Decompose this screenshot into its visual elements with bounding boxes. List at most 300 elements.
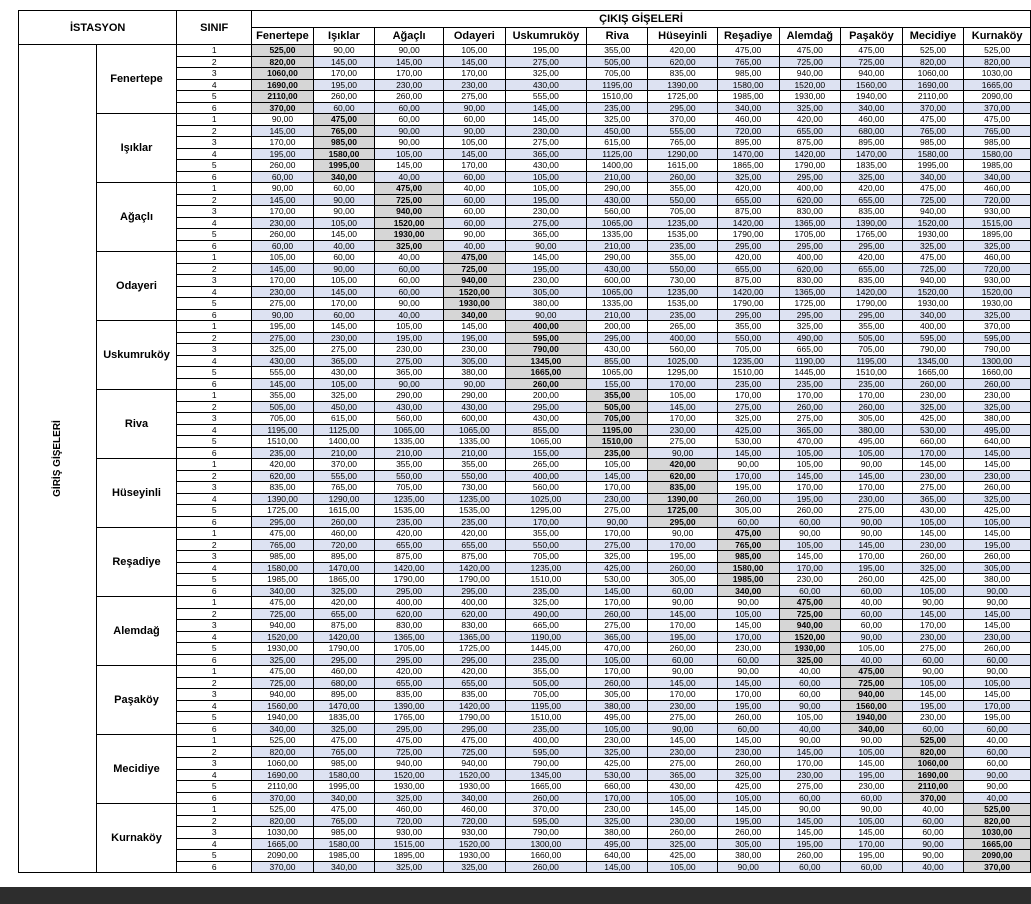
fee-cell: 105,00 [505,171,587,183]
vehicle-class: 5 [177,229,252,241]
fee-cell: 40,00 [313,240,374,252]
fee-cell: 1660,00 [964,367,1031,379]
fee-cell: 400,00 [375,597,444,609]
fee-cell: 1510,00 [505,574,587,586]
fee-cell: 145,00 [505,102,587,114]
station-name: Ağaçlı [96,183,177,252]
fee-cell: 340,00 [841,102,903,114]
fee-cell: 170,00 [648,413,717,425]
fee-cell-same-station: 1690,00 [252,79,314,91]
fee-cell: 1790,00 [841,298,903,310]
fee-cell: 105,00 [717,792,779,804]
fee-cell: 275,00 [779,413,841,425]
fee-cell: 1535,00 [375,505,444,517]
fee-cell: 765,00 [648,137,717,149]
fee-cell: 325,00 [902,401,964,413]
vehicle-class: 1 [177,459,252,471]
fee-cell: 275,00 [587,539,648,551]
fee-cell: 1235,00 [717,355,779,367]
fee-cell: 230,00 [964,631,1031,643]
fee-cell: 90,00 [902,666,964,678]
fee-cell: 40,00 [375,171,444,183]
fee-cell: 145,00 [902,459,964,471]
fee-cell: 105,00 [444,45,505,57]
fee-cell: 370,00 [964,321,1031,333]
vehicle-class: 1 [177,183,252,195]
vehicle-class: 3 [177,413,252,425]
fee-cell: 895,00 [717,137,779,149]
exit-column-header: Alemdağ [779,28,841,45]
fee-cell-same-station: 940,00 [841,689,903,701]
fee-cell-same-station: 1060,00 [252,68,314,80]
fee-cell: 105,00 [313,378,374,390]
fee-cell: 170,00 [444,160,505,172]
fee-cell-same-station: 370,00 [252,102,314,114]
fee-cell: 1690,00 [252,769,314,781]
vehicle-class: 3 [177,689,252,701]
fee-cell: 655,00 [717,263,779,275]
fee-cell: 460,00 [964,252,1031,264]
vehicle-class: 5 [177,712,252,724]
fee-cell: 195,00 [252,148,314,160]
fee-cell-same-station: 475,00 [375,183,444,195]
fee-cell: 235,00 [779,378,841,390]
fee-cell: 1420,00 [717,217,779,229]
fee-cell: 230,00 [717,643,779,655]
fee-cell: 365,00 [902,493,964,505]
fee-cell: 380,00 [505,298,587,310]
vehicle-class: 2 [177,677,252,689]
fee-cell: 475,00 [313,735,374,747]
fee-cell: 490,00 [505,608,587,620]
fee-cell: 60,00 [902,815,964,827]
station-name: Işıklar [96,114,177,183]
fee-cell: 400,00 [444,597,505,609]
fee-cell: 105,00 [444,137,505,149]
fee-cell: 60,00 [717,654,779,666]
vehicle-class: 5 [177,91,252,103]
fee-cell: 90,00 [375,45,444,57]
fee-cell: 1930,00 [964,298,1031,310]
fee-cell-same-station: 765,00 [717,539,779,551]
fee-cell: 340,00 [313,861,374,873]
fee-cell: 420,00 [841,183,903,195]
fee-cell: 985,00 [964,137,1031,149]
fee-cell: 60,00 [375,275,444,287]
fee-cell: 290,00 [444,390,505,402]
fee-cell: 170,00 [313,298,374,310]
fee-cell: 1580,00 [902,148,964,160]
fee-cell: 230,00 [964,470,1031,482]
fee-cell: 555,00 [313,470,374,482]
fee-cell: 235,00 [252,447,314,459]
fee-cell: 940,00 [841,68,903,80]
fee-cell: 425,00 [964,505,1031,517]
fee-cell: 1615,00 [313,505,374,517]
fee-cell: 260,00 [902,551,964,563]
fee-cell: 325,00 [964,493,1031,505]
fee-cell: 305,00 [505,286,587,298]
fee-cell: 475,00 [902,114,964,126]
fee-cell: 370,00 [313,459,374,471]
fee-cell: 40,00 [841,654,903,666]
exit-column-header: Riva [587,28,648,45]
fee-cell: 1790,00 [313,643,374,655]
fee-cell: 145,00 [779,815,841,827]
fee-cell: 1665,00 [505,781,587,793]
fee-cell: 1235,00 [505,562,587,574]
fee-cell-same-station: 985,00 [717,551,779,563]
fee-cell: 1195,00 [841,355,903,367]
fee-cell: 425,00 [902,413,964,425]
fee-cell: 940,00 [375,758,444,770]
fee-cell: 705,00 [252,413,314,425]
fee-cell: 725,00 [252,608,314,620]
fee-cell: 235,00 [505,654,587,666]
fee-cell: 930,00 [375,827,444,839]
vehicle-class: 3 [177,482,252,494]
fee-cell: 355,00 [444,459,505,471]
fee-cell: 705,00 [841,344,903,356]
fee-cell: 705,00 [648,206,717,218]
fee-cell: 105,00 [717,608,779,620]
fee-cell: 145,00 [313,56,374,68]
fee-cell: 370,00 [902,102,964,114]
fee-cell: 1470,00 [841,148,903,160]
table-row [19,252,1031,264]
fee-cell: 90,00 [717,861,779,873]
fee-cell: 985,00 [717,68,779,80]
fee-cell: 1765,00 [375,712,444,724]
vehicle-class: 1 [177,390,252,402]
fee-cell: 420,00 [841,252,903,264]
vehicle-class: 2 [177,746,252,758]
fee-cell-same-station: 1580,00 [313,148,374,160]
fee-cell: 1765,00 [841,229,903,241]
fee-cell: 340,00 [252,585,314,597]
fee-cell: 550,00 [717,332,779,344]
vehicle-class: 6 [177,309,252,321]
vehicle-class: 1 [177,735,252,747]
fee-cell: 90,00 [964,666,1031,678]
fee-cell: 1985,00 [252,574,314,586]
fee-cell: 1690,00 [902,79,964,91]
fee-cell: 145,00 [841,470,903,482]
fee-cell: 60,00 [902,827,964,839]
fee-cell: 40,00 [964,735,1031,747]
fee-cell: 1560,00 [841,79,903,91]
fee-cell: 1535,00 [444,505,505,517]
vehicle-class: 4 [177,769,252,781]
fee-cell: 460,00 [444,804,505,816]
fee-cell: 305,00 [964,562,1031,574]
fee-cell: 1060,00 [252,758,314,770]
fee-cell: 655,00 [375,677,444,689]
fee-cell: 195,00 [648,551,717,563]
fee-cell: 1930,00 [375,781,444,793]
vehicle-class: 4 [177,286,252,298]
fee-cell: 90,00 [444,229,505,241]
fee-cell: 195,00 [841,769,903,781]
fee-cell: 295,00 [717,309,779,321]
fee-cell: 1390,00 [648,79,717,91]
fee-cell: 170,00 [587,597,648,609]
vehicle-class: 4 [177,79,252,91]
table-row [19,114,1031,126]
fee-cell: 60,00 [648,654,717,666]
fee-cell: 265,00 [648,321,717,333]
fee-cell: 90,00 [444,102,505,114]
fee-cell: 720,00 [375,815,444,827]
vehicle-class: 2 [177,401,252,413]
fee-cell: 60,00 [779,677,841,689]
fee-cell: 1065,00 [587,367,648,379]
fee-cell: 1065,00 [587,217,648,229]
fee-cell: 1195,00 [587,79,648,91]
fee-cell: 230,00 [252,286,314,298]
fee-cell: 90,00 [375,378,444,390]
fee-cell: 460,00 [717,114,779,126]
fee-cell: 60,00 [444,206,505,218]
fee-cell: 1705,00 [375,643,444,655]
fee-cell: 380,00 [841,424,903,436]
vehicle-class: 2 [177,125,252,137]
fee-cell: 340,00 [444,792,505,804]
fee-cell-same-station: 1510,00 [587,436,648,448]
fee-cell: 60,00 [444,217,505,229]
fee-cell: 90,00 [587,516,648,528]
fee-cell: 1390,00 [252,493,314,505]
fee-cell: 790,00 [505,758,587,770]
vehicle-class: 2 [177,815,252,827]
table-row [19,45,1031,57]
fee-cell: 260,00 [841,401,903,413]
fee-cell-same-station: 1560,00 [841,700,903,712]
fee-cell: 1790,00 [444,712,505,724]
fee-cell: 1365,00 [375,631,444,643]
fee-cell: 1295,00 [648,367,717,379]
fee-cell: 1300,00 [964,355,1031,367]
fee-cell: 260,00 [648,643,717,655]
fee-cell: 170,00 [841,551,903,563]
fee-cell: 295,00 [587,332,648,344]
fee-cell: 1195,00 [252,424,314,436]
fee-cell: 1025,00 [505,493,587,505]
fee-cell: 555,00 [252,367,314,379]
table-row [19,804,1031,816]
fee-cell: 830,00 [444,620,505,632]
vehicle-class: 5 [177,298,252,310]
fee-cell: 820,00 [902,56,964,68]
fee-cell: 90,00 [841,459,903,471]
fee-cell: 260,00 [717,712,779,724]
fee-cell: 230,00 [587,804,648,816]
fee-cell: 600,00 [444,413,505,425]
fee-cell: 1660,00 [505,850,587,862]
fee-cell: 505,00 [505,677,587,689]
fee-cell: 1665,00 [902,367,964,379]
fee-cell: 90,00 [375,137,444,149]
fee-cell: 105,00 [648,390,717,402]
table-row [19,321,1031,333]
fee-cell: 275,00 [648,758,717,770]
fee-cell: 470,00 [587,643,648,655]
vehicle-class: 1 [177,597,252,609]
fee-cell: 875,00 [717,275,779,287]
fee-cell: 595,00 [964,332,1031,344]
fee-cell: 105,00 [779,539,841,551]
fee-cell: 855,00 [587,355,648,367]
fee-cell-same-station: 475,00 [313,114,374,126]
fee-cell: 1515,00 [375,838,444,850]
fee-cell: 420,00 [375,666,444,678]
fee-cell: 325,00 [902,240,964,252]
fee-cell: 275,00 [505,217,587,229]
fee-cell: 1390,00 [841,217,903,229]
fee-cell: 1665,00 [252,838,314,850]
fee-cell: 60,00 [841,608,903,620]
vehicle-class: 3 [177,758,252,770]
fee-cell: 705,00 [375,482,444,494]
vehicle-class: 6 [177,447,252,459]
fee-cell: 60,00 [375,114,444,126]
fee-cell: 1985,00 [313,850,374,862]
entry-gates-label [19,45,97,873]
fee-cell: 145,00 [964,459,1031,471]
fee-cell: 90,00 [313,206,374,218]
fee-cell: 820,00 [964,56,1031,68]
table-row [19,666,1031,678]
fee-cell: 145,00 [964,620,1031,632]
fee-cell: 195,00 [505,194,587,206]
fee-cell: 195,00 [648,631,717,643]
fee-cell: 475,00 [902,252,964,264]
fee-cell: 260,00 [717,827,779,839]
fee-cell: 90,00 [648,666,717,678]
fee-cell: 660,00 [902,436,964,448]
fee-cell: 170,00 [505,516,587,528]
vehicle-class: 5 [177,850,252,862]
fee-cell: 1125,00 [313,424,374,436]
fee-cell: 325,00 [375,792,444,804]
fee-cell: 145,00 [648,804,717,816]
fee-cell: 325,00 [587,746,648,758]
fee-cell: 550,00 [505,539,587,551]
fee-cell: 90,00 [902,850,964,862]
fee-cell: 145,00 [313,321,374,333]
fee-cell: 425,00 [587,562,648,574]
fee-cell: 720,00 [717,125,779,137]
fee-cell: 365,00 [648,769,717,781]
fee-cell: 145,00 [902,528,964,540]
vehicle-class: 1 [177,528,252,540]
fee-cell: 365,00 [505,148,587,160]
fee-cell: 230,00 [313,332,374,344]
fee-cell: 105,00 [587,723,648,735]
fee-cell: 1195,00 [505,700,587,712]
fee-cell: 145,00 [252,125,314,137]
fee-cell: 560,00 [648,344,717,356]
fee-cell: 90,00 [841,631,903,643]
fee-cell: 1995,00 [902,160,964,172]
fee-cell: 355,00 [505,666,587,678]
fee-cell: 475,00 [964,114,1031,126]
fee-cell: 295,00 [252,516,314,528]
fee-cell: 430,00 [375,401,444,413]
fee-cell: 620,00 [375,608,444,620]
fee-cell: 105,00 [841,815,903,827]
fee-cell: 820,00 [252,815,314,827]
fee-cell-same-station: 765,00 [313,125,374,137]
fee-cell: 295,00 [717,240,779,252]
fee-cell: 1520,00 [375,769,444,781]
fee-cell: 1580,00 [313,769,374,781]
station-name: Uskumruköy [96,321,177,390]
fee-cell: 2110,00 [252,781,314,793]
vehicle-class: 5 [177,436,252,448]
fee-cell: 230,00 [648,700,717,712]
fee-cell: 430,00 [313,367,374,379]
fee-cell: 170,00 [717,631,779,643]
vehicle-class: 5 [177,367,252,379]
fee-cell: 1295,00 [505,505,587,517]
fee-cell: 1930,00 [902,298,964,310]
fee-cell: 355,00 [717,321,779,333]
fee-cell: 60,00 [779,689,841,701]
fee-cell-same-station: 420,00 [648,459,717,471]
vehicle-class: 3 [177,137,252,149]
fee-cell: 40,00 [902,804,964,816]
fee-cell: 195,00 [964,712,1031,724]
fee-cell: 1705,00 [779,229,841,241]
fee-cell: 655,00 [779,125,841,137]
fee-cell: 105,00 [902,516,964,528]
fee-cell: 305,00 [587,689,648,701]
fee-cell: 170,00 [779,390,841,402]
fee-cell: 420,00 [313,597,374,609]
fee-cell: 640,00 [964,436,1031,448]
entry-gates-text: GİRİŞ GİŞELERİ [51,420,63,497]
vehicle-class: 6 [177,516,252,528]
fee-cell: 145,00 [779,551,841,563]
fee-cell: 145,00 [252,378,314,390]
fee-cell: 275,00 [902,643,964,655]
fee-cell: 305,00 [648,574,717,586]
fee-cell: 365,00 [779,424,841,436]
table-row [19,459,1031,471]
fee-cell: 170,00 [648,689,717,701]
fee-cell-same-station: 2110,00 [252,91,314,103]
fee-cell: 725,00 [444,746,505,758]
fee-cell: 230,00 [779,769,841,781]
fee-cell: 145,00 [964,528,1031,540]
fee-cell: 1985,00 [964,160,1031,172]
fee-cell: 430,00 [648,781,717,793]
fee-cell: 90,00 [252,114,314,126]
fee-cell: 145,00 [252,263,314,275]
fee-cell: 195,00 [964,539,1031,551]
fee-cell: 705,00 [587,68,648,80]
fee-cell-same-station: 400,00 [505,321,587,333]
exit-column-header: Mecidiye [902,28,964,45]
fee-cell: 530,00 [717,436,779,448]
vehicle-class: 1 [177,114,252,126]
exit-column-header: Fenertepe [252,28,314,45]
fee-cell: 260,00 [252,229,314,241]
fee-cell: 145,00 [717,677,779,689]
fee-cell: 90,00 [313,263,374,275]
fee-cell: 145,00 [505,114,587,126]
